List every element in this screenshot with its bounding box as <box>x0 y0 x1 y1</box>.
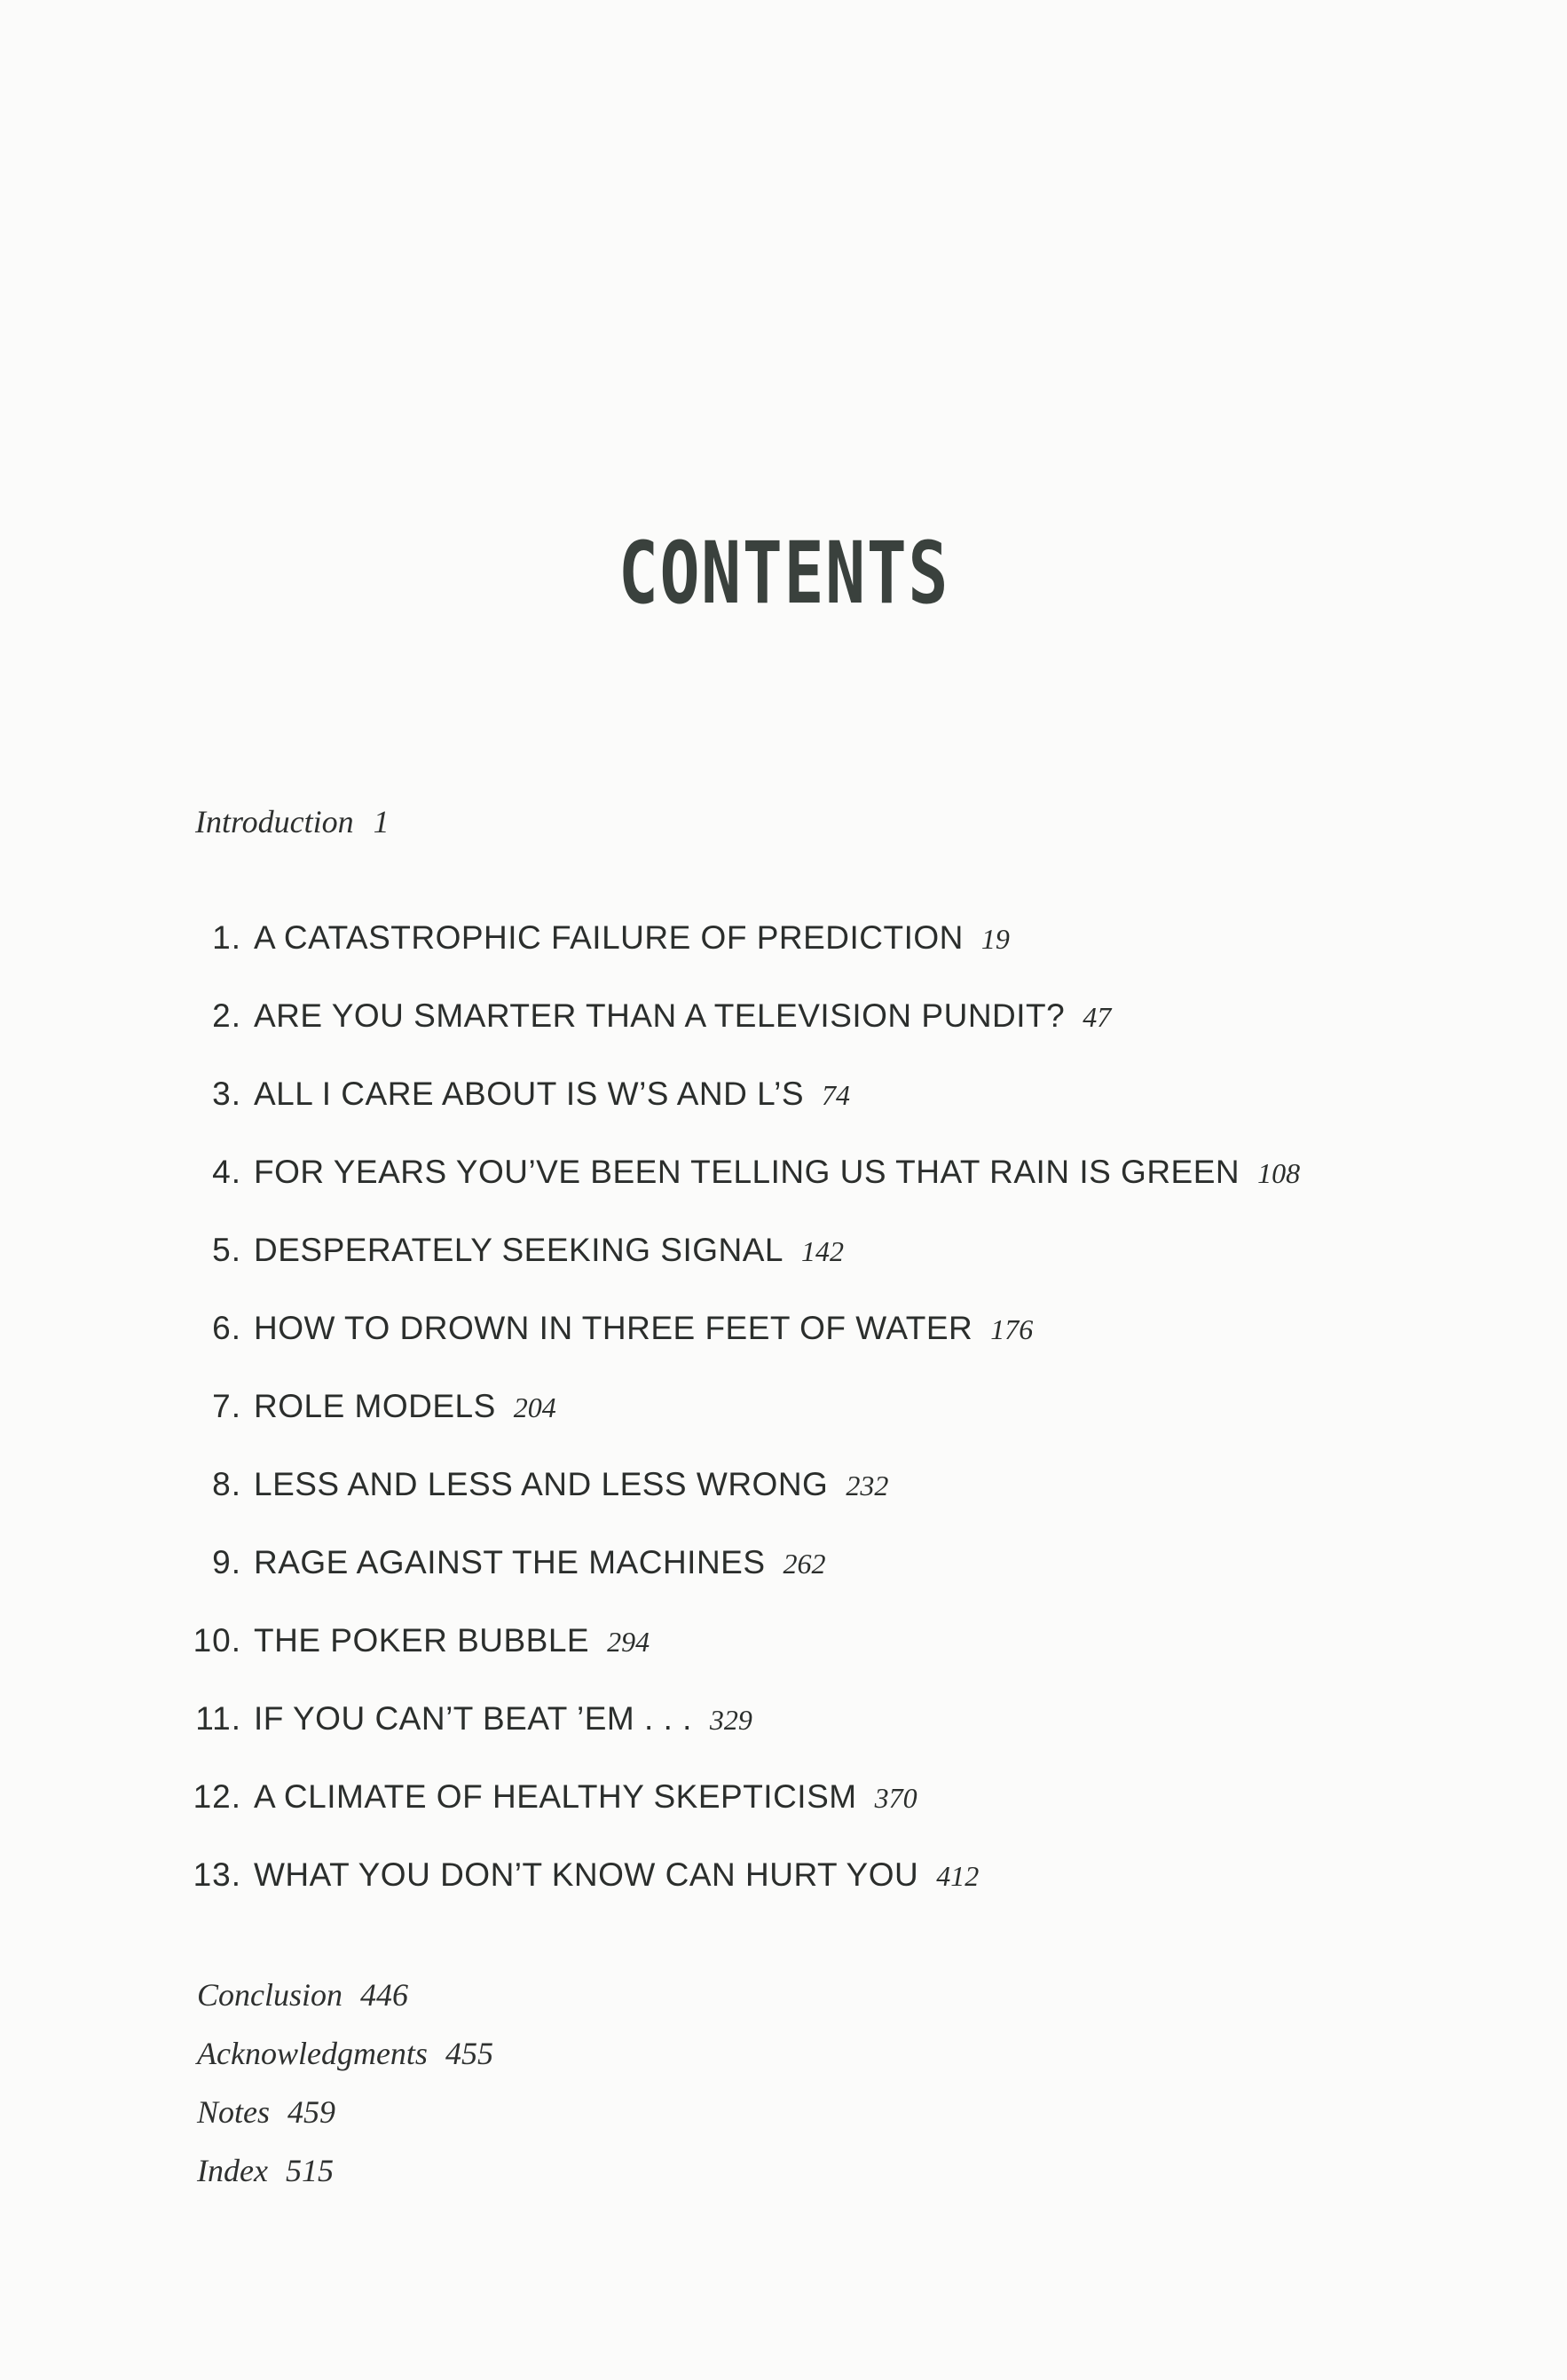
chapter-title: ALL I CARE ABOUT IS W’S AND L’S <box>254 1076 805 1112</box>
toc-entry-label: Index <box>197 2153 268 2188</box>
toc-entry-index[interactable] <box>197 2155 334 2187</box>
chapter-page: 47 <box>1083 1001 1112 1033</box>
toc-chapter-7[interactable] <box>0 1390 1508 1422</box>
chapter-number: 5. <box>212 1232 241 1268</box>
chapter-title: IF YOU CAN’T BEAT ’EM . . . <box>254 1700 692 1737</box>
toc-chapter-12[interactable] <box>0 1780 1508 1813</box>
toc-entry-page: 455 <box>445 2036 493 2071</box>
toc-entry-page: 446 <box>360 1977 409 2013</box>
chapter-title: RAGE AGAINST THE MACHINES <box>254 1544 766 1580</box>
chapter-title: ARE YOU SMARTER THAN A TELEVISION PUNDIT? <box>254 997 1066 1034</box>
chapter-number: 6. <box>212 1310 241 1346</box>
toc-entry-conclusion[interactable] <box>197 1979 408 2011</box>
toc-chapter-5[interactable] <box>0 1233 1508 1266</box>
chapter-number: 10. <box>193 1622 241 1659</box>
chapter-number: 7. <box>212 1388 241 1424</box>
chapter-title: LESS AND LESS AND LESS WRONG <box>254 1466 829 1502</box>
toc-entry-acknowledgments[interactable] <box>197 2037 493 2069</box>
chapter-page: 329 <box>709 1704 752 1736</box>
chapter-title: A CLIMATE OF HEALTHY SKEPTICISM <box>254 1778 857 1815</box>
toc-entry-label: Introduction <box>195 804 354 839</box>
chapter-title: A CATASTROPHIC FAILURE OF PREDICTION <box>254 919 964 956</box>
toc-chapter-6[interactable] <box>0 1312 1508 1344</box>
toc-entry-label: Conclusion <box>197 1977 343 2013</box>
chapter-page: 294 <box>607 1626 650 1658</box>
chapter-page: 262 <box>783 1548 826 1580</box>
chapter-page: 370 <box>874 1782 917 1814</box>
chapter-title: THE POKER BUBBLE <box>254 1622 590 1659</box>
chapter-page: 412 <box>936 1860 980 1892</box>
toc-entry-page: 515 <box>285 2153 334 2188</box>
toc-chapter-1[interactable] <box>0 921 1508 954</box>
toc-chapter-13[interactable] <box>0 1858 1508 1891</box>
chapter-number: 3. <box>212 1076 241 1112</box>
toc-chapter-4[interactable] <box>0 1155 1508 1188</box>
chapter-page: 74 <box>822 1079 851 1111</box>
toc-entry-label: Notes <box>197 2094 271 2130</box>
chapter-page: 19 <box>980 923 1010 955</box>
chapter-title: HOW TO DROWN IN THREE FEET OF WATER <box>254 1310 973 1346</box>
chapter-page: 108 <box>1257 1157 1301 1189</box>
chapter-number: 8. <box>212 1466 241 1502</box>
toc-chapter-2[interactable] <box>0 999 1508 1032</box>
chapter-title: WHAT YOU DON’T KNOW CAN HURT YOU <box>254 1856 919 1893</box>
chapter-number: 11. <box>195 1700 241 1737</box>
chapter-number: 2. <box>212 997 241 1034</box>
chapter-page: 142 <box>800 1235 844 1267</box>
toc-chapter-8[interactable] <box>0 1468 1508 1501</box>
toc-entry-page: 459 <box>287 2094 336 2130</box>
toc-entry-label: Acknowledgments <box>197 2036 428 2071</box>
chapter-number: 12. <box>193 1778 241 1815</box>
chapter-title: ROLE MODELS <box>254 1388 496 1424</box>
toc-chapter-3[interactable] <box>0 1077 1508 1110</box>
chapter-title: FOR YEARS YOU’VE BEEN TELLING US THAT RAIN IS GREEN <box>254 1154 1240 1190</box>
toc-entry-notes[interactable] <box>197 2096 335 2128</box>
chapter-page: 204 <box>513 1391 556 1423</box>
toc-chapter-11[interactable] <box>0 1702 1508 1735</box>
chapter-page: 232 <box>846 1470 889 1501</box>
chapter-page: 176 <box>990 1313 1034 1345</box>
toc-entry-introduction[interactable] <box>195 806 390 838</box>
toc-chapter-9[interactable] <box>0 1546 1508 1579</box>
chapter-number: 13. <box>193 1856 241 1893</box>
chapter-number: 9. <box>212 1544 241 1580</box>
chapter-title: DESPERATELY SEEKING SIGNAL <box>254 1232 784 1268</box>
toc-chapter-10[interactable] <box>0 1624 1508 1657</box>
chapter-number: 1. <box>212 919 241 956</box>
chapter-number: 4. <box>212 1154 241 1190</box>
page-title: CONTENTS <box>618 524 950 623</box>
toc-entry-page: 1 <box>373 804 390 839</box>
